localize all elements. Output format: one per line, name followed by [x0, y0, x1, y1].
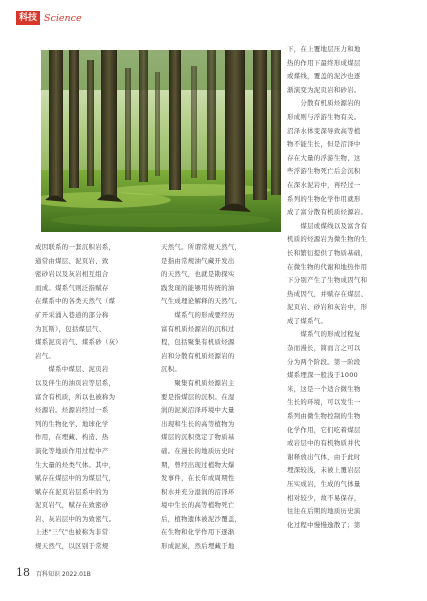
text-line: 聚集有机质烃源岩主: [161, 378, 235, 387]
text-line: 米，这是一个适合微生物: [287, 384, 361, 393]
text-line: 天然气。所谓常规天然气，: [161, 243, 242, 251]
text-line: 成了富分散有机质烃源岩。: [287, 208, 368, 217]
text-line: 系列由微生物控制的生物: [287, 412, 361, 421]
text-line: 机质的烃源岩为微生物的生: [287, 235, 368, 244]
text-line: 相对较少，故不易保存，: [287, 493, 361, 502]
text-line: 化学作用，它们吃着煤层: [287, 425, 361, 434]
text-line: 上述"三气"也被称为非常: [35, 528, 109, 537]
text-line: 下分别产生了生物成因气和: [287, 276, 368, 285]
text-line: 在微生物的代谢和地热作用: [287, 262, 368, 271]
text-line: 后，植物遗体被泥沙覆盖，: [161, 514, 242, 523]
text-line: 矿开采涌入巷道的部分称: [35, 310, 109, 319]
text-line: 煤层的沉积奠定了物质基: [161, 433, 235, 442]
text-line: 在煤系中的各类天然气（煤: [35, 297, 116, 306]
text-line: 埋深较浅，未被上覆岩层: [287, 466, 361, 475]
text-line: 的天然气，也就是勘探实: [161, 270, 235, 279]
text-line: 是指由常规油气藏开发出: [161, 256, 235, 265]
text-line: 分为两个阶段。第一阶段: [287, 357, 361, 366]
text-line: 压实成岩，生成的气体量: [287, 480, 361, 488]
text-line: 分散有机质烃源岩的: [287, 99, 361, 108]
text-line: 泥页岩、砂岩和灰岩中，形: [287, 303, 368, 312]
text-line: 发事件，在长年或周期性: [161, 474, 235, 483]
text-line: 而成。煤系气则泛指赋存: [35, 283, 109, 292]
text-line: 往往在后期的地质历史演: [287, 507, 361, 516]
text-line: 富含有机质，所以也被称为: [35, 392, 116, 401]
text-line: 岩气。: [35, 351, 56, 360]
text-line: 践发现的能够用传统的油: [161, 283, 235, 292]
text-line: 作用，在埋藏、构造、热: [35, 433, 109, 442]
text-line: 或岩层中的有机物质并代: [287, 439, 361, 448]
text-line: 列的生物化学、地球化学: [35, 419, 109, 428]
text-line: 煤系中煤层、泥页岩: [35, 365, 109, 374]
text-line: 渐演变为泥页岩和砂岩。: [287, 85, 361, 94]
text-column-1: [35, 241, 147, 554]
text-line: 沉积。: [161, 365, 182, 374]
text-line: 烃源岩。烃源岩经过一系: [35, 406, 109, 415]
text-line: 系列的生物化学作用就形: [287, 194, 361, 203]
text-line: 出现和生长的高等植物为: [161, 419, 235, 428]
text-line: 生大量的烃类气体。其中，: [35, 460, 116, 469]
text-line: 赋存在煤层中的为煤层气，: [35, 474, 116, 483]
text-line: 在深水泥岩中，再经过一: [287, 180, 361, 189]
journal-issue: 百科知识 2022.01B: [36, 571, 91, 578]
text-line: 杂而漫长，简而言之可以: [287, 344, 361, 353]
text-column-3: [287, 43, 403, 532]
text-line: 长和繁衍提供了物质基础，: [287, 248, 368, 257]
text-line: 谢释放出气体，由于此时: [287, 452, 361, 461]
text-line: 积水并充分湿润的沼泽环: [161, 487, 235, 496]
text-line: 煤系埋深一般浅于1000: [287, 371, 358, 380]
text-line: 规天然气，以区别于常规: [35, 542, 109, 551]
text-line: 境中生长的高等植物死亡: [161, 501, 235, 510]
text-line: 以及伴生的油页岩等层系，: [35, 378, 116, 387]
text-line: 通常由煤层、泥页岩、致: [35, 256, 109, 265]
text-line: 础。在漫长的地质历史时: [161, 446, 235, 455]
text-line: 些浮游生物死亡后会沉积: [287, 167, 361, 176]
text-line: 煤系泥页岩气、煤系砂（灰）: [35, 338, 122, 347]
text-line: 泥页岩气，赋存在致密砂: [35, 501, 109, 510]
text-line: 下，在上覆地层压力和地: [287, 45, 361, 53]
text-line: 物不能生长，但是沼泽中: [287, 140, 361, 149]
text-line: 存在大量的浮游生物，这: [287, 153, 361, 162]
text-line: 煤系气的形成过程复: [287, 330, 361, 339]
text-line: 成了煤系气。: [287, 316, 328, 325]
text-line: 或煤线，覆盖的泥沙也逐: [287, 72, 361, 81]
text-column-2: [161, 241, 277, 554]
text-line: 演化等地质作用过程中产: [35, 446, 109, 455]
text-line: 生长的环境，可以发生一: [287, 398, 361, 407]
text-line: 润的泥炭沼泽环境中大量: [161, 406, 235, 415]
text-line: 岩、灰岩层中的为致密气。: [35, 514, 116, 523]
section-tag-english: Science: [44, 12, 82, 24]
text-line: 形成泥炭，然后埋藏于地: [161, 542, 235, 551]
page-number: 18: [16, 566, 30, 579]
text-line: 密砂岩以及灰岩相互组合: [35, 270, 109, 279]
text-line: 煤系气的形成要经历: [161, 310, 235, 319]
swamp-forest-photo: [41, 50, 281, 232]
text-line: 富有机质烃源岩的沉积过: [161, 324, 235, 333]
text-line: 沼泽水体变深导致高等植: [287, 126, 361, 135]
text-line: 成因联系的一套沉积岩系，: [35, 243, 116, 251]
text-line: 赋存在泥页岩层系中的为: [35, 487, 109, 496]
text-line: 形成则与浮游生物有关。: [287, 112, 361, 121]
text-line: 化过程中慢慢逸散了；第: [287, 520, 361, 529]
text-line: 热的作用下最终形成煤层: [287, 58, 361, 67]
text-line: 在生物和化学作用下逐渐: [161, 528, 235, 537]
text-line: 为瓦斯），包括煤层气、: [35, 324, 106, 333]
text-line: 程，包括聚集有机质烃源: [161, 338, 235, 347]
text-line: 岩和分散有机质烃源岩的: [161, 351, 235, 360]
text-line: 气生成理论解释的天然气。: [161, 297, 242, 306]
text-line: 期，曾经出现过植物大爆: [161, 460, 235, 469]
section-header: [16, 10, 82, 26]
text-line: 煤层或煤线以及富含有: [287, 221, 368, 230]
page-footer: [16, 566, 91, 579]
text-line: 热成因气，并赋存在煤层、: [287, 289, 368, 298]
text-line: 要是指煤层的沉积。在湿: [161, 392, 235, 401]
section-tag: 科技: [16, 11, 40, 25]
